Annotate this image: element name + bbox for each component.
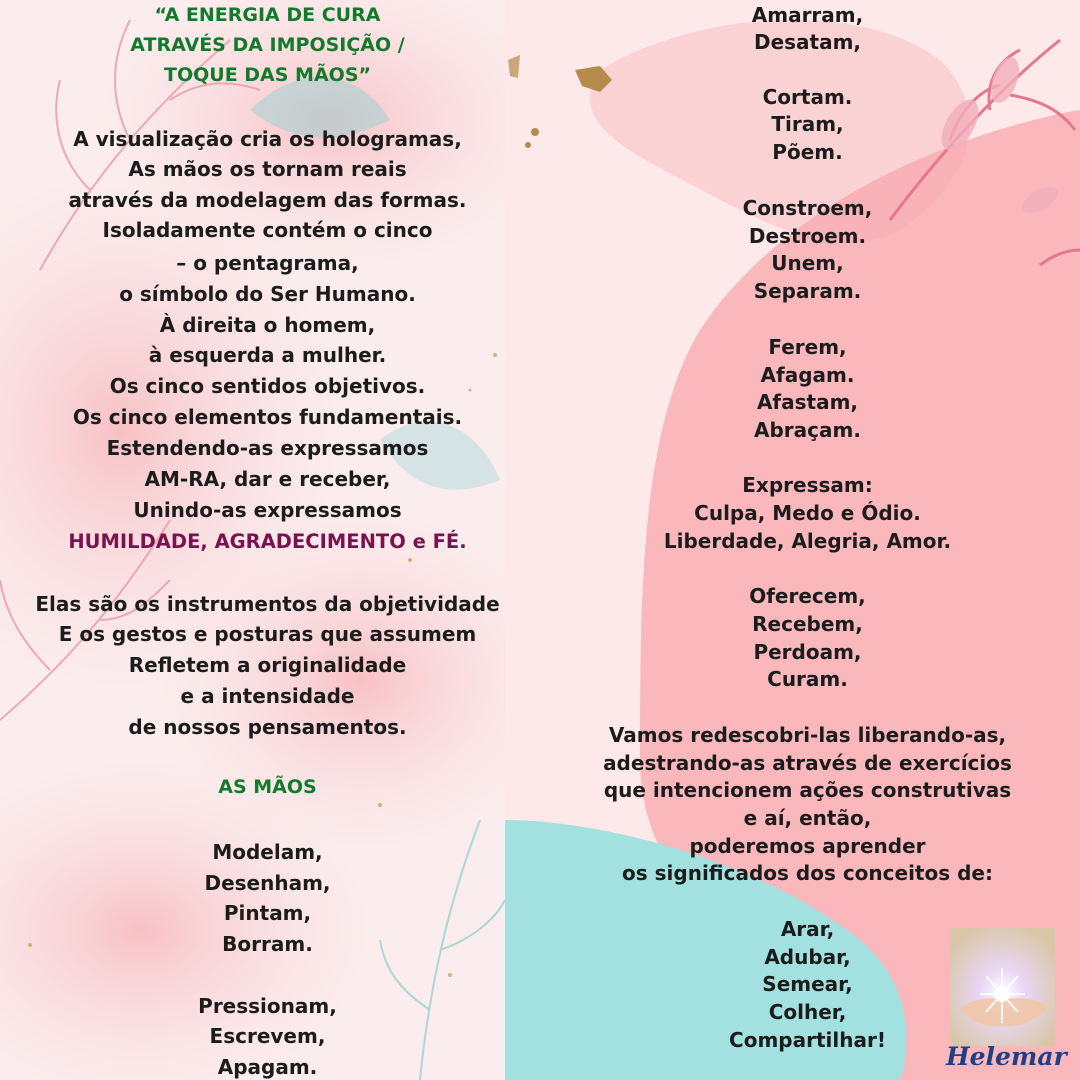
poem-line: Modelam, (212, 840, 323, 864)
title-line-1: “A ENERGIA DE CURA (154, 4, 381, 26)
poem-line: Arar, (780, 917, 835, 941)
brand-logo-text: Helemar (946, 1042, 1067, 1071)
poem-line: Vamos redescobri-las liberando-as, (608, 723, 1007, 747)
poem-line: os significados dos conceitos de: (622, 861, 993, 885)
poem-line: e aí, então, (743, 806, 872, 830)
poem-line: Compartilhar! (729, 1028, 886, 1052)
poem-line: À direita o homem, (159, 313, 376, 337)
poem-line: Elas são os instrumentos da objetividade (35, 592, 500, 616)
poem-line: adestrando-as através de exercícios (603, 751, 1012, 775)
poem-line: à esquerda a mulher. (148, 343, 387, 367)
poem-line: através da modelagem das formas. (68, 188, 467, 212)
poem-line: A visualização cria os hologramas, (73, 127, 462, 151)
poem-line: Perdoam, (753, 640, 862, 664)
poem-line: Unem, (771, 251, 844, 275)
poem-line: Oferecem, (749, 584, 866, 608)
title-line-3: TOQUE DAS MÃOS” (164, 64, 371, 86)
poem-line: Ferem, (768, 335, 847, 359)
poem-line: Borram. (222, 932, 313, 956)
poem-line: Apagam. (217, 1055, 318, 1079)
poem-line: o símbolo do Ser Humano. (119, 282, 416, 306)
poem-line: Desatam, (753, 30, 862, 54)
poem-line: Separam. (753, 279, 862, 303)
poem-line: As mãos os tornam reais (128, 157, 407, 181)
poem-line: Constroem, (742, 196, 873, 220)
poem-line: Amarram, (751, 3, 864, 27)
poem-line: Recebem, (752, 612, 863, 636)
poem-line: E os gestos e posturas que assumem (58, 622, 477, 646)
poem-line: Isoladamente contém o cinco (102, 218, 433, 242)
poem-line: Cortam. (762, 85, 853, 109)
poem-line: de nossos pensamentos. (128, 715, 407, 739)
poem-line: Pressionam, (198, 994, 337, 1018)
poem-line: que intencionem ações construtivas (603, 778, 1012, 802)
poem-line: Expressam: (742, 473, 873, 497)
poem-line: Unindo-as expressamos (133, 498, 402, 522)
section-heading: AS MÃOS (218, 776, 317, 798)
title-line-2: ATRAVÉS DA IMPOSIÇÃO / (130, 34, 405, 56)
poem-line: Afastam, (756, 390, 859, 414)
poem-line: Abraçam. (754, 418, 861, 442)
poem-line: Culpa, Medo e Ódio. (694, 501, 921, 525)
highlight-line: HUMILDADE, AGRADECIMENTO e FÉ. (68, 530, 467, 553)
poem-line: poderemos aprender (689, 834, 926, 858)
poem-line: Adubar, (764, 945, 851, 969)
poem-line: Escrevem, (209, 1024, 326, 1048)
poem-line: Os cinco sentidos objetivos. (109, 374, 426, 398)
poem-line: Destroem. (748, 224, 867, 248)
poem-line: Desenham, (204, 871, 331, 895)
poem-line: Pintam, (223, 901, 312, 925)
poem-line: Colher, (768, 1000, 847, 1024)
poem-line: – o pentagrama, (176, 251, 359, 275)
poem-line: Semear, (762, 972, 853, 996)
poem-line: Curam. (767, 667, 848, 691)
poem-line: Tiram, (771, 112, 844, 136)
healing-hands-logo-image (950, 928, 1055, 1046)
poem-line: Liberdade, Alegria, Amor. (663, 529, 952, 553)
poem-line: Os cinco elementos fundamentais. (72, 405, 463, 429)
poem-line: Estendendo-as expressamos (106, 436, 429, 460)
poem-line: Refletem a originalidade (128, 653, 407, 677)
poem-line: Afagam. (760, 363, 855, 387)
poem-line: Põem. (772, 140, 843, 164)
poem-line: e a intensidade (180, 684, 355, 708)
poem-line: AM-RA, dar e receber, (144, 467, 391, 491)
